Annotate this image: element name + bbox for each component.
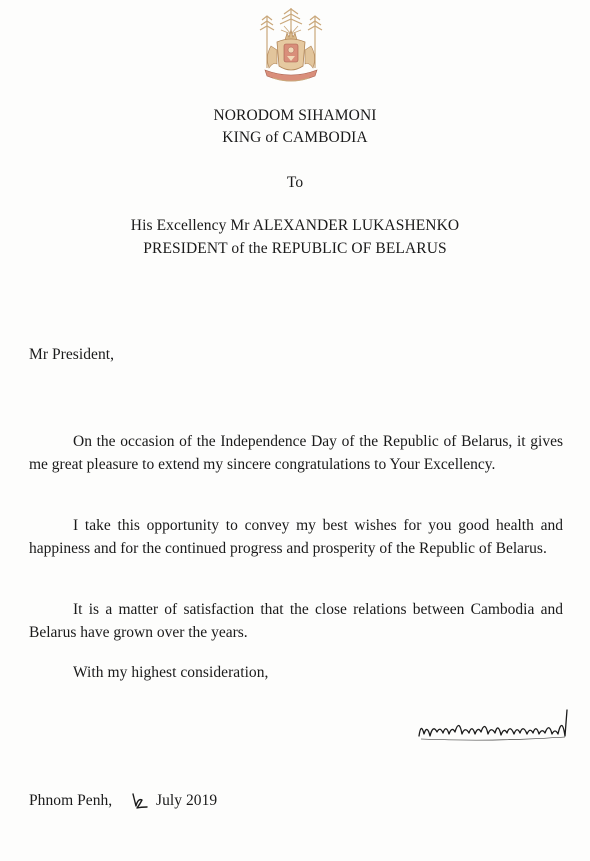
recipient-title: PRESIDENT of the REPUBLIC OF BELARUS bbox=[143, 240, 447, 257]
closing-line: With my highest consideration, bbox=[73, 664, 269, 681]
royal-arms-emblem-icon bbox=[253, 6, 329, 86]
sender-name: NORODOM SIHAMONI bbox=[213, 107, 377, 124]
place-label: Phnom Penh, bbox=[29, 792, 113, 809]
recipient-name: His Excellency Mr ALEXANDER LUKASHENKO bbox=[130, 217, 460, 234]
salutation: Mr President, bbox=[29, 346, 115, 363]
to-label: To bbox=[286, 174, 304, 191]
handwritten-day bbox=[128, 788, 150, 812]
sender-title: KING of CAMBODIA bbox=[222, 129, 368, 146]
date-month-year: July 2019 bbox=[156, 792, 218, 809]
signature-image bbox=[415, 706, 575, 746]
body-paragraph-3: It is a matter of satisfaction that the close relations between Cambodia and Belarus have grown over the years. bbox=[29, 601, 563, 641]
body-paragraph-2: I take this opportunity to convey my best wishes for you good health and happiness and for the continued progress and prosperity of the Republic of Belarus. bbox=[29, 517, 563, 557]
body-paragraph-1: On the occasion of the Independence Day of the Republic of Belarus, it gives me great pleasure to extend my sincere congratulations to Your Excellency. bbox=[29, 433, 563, 473]
